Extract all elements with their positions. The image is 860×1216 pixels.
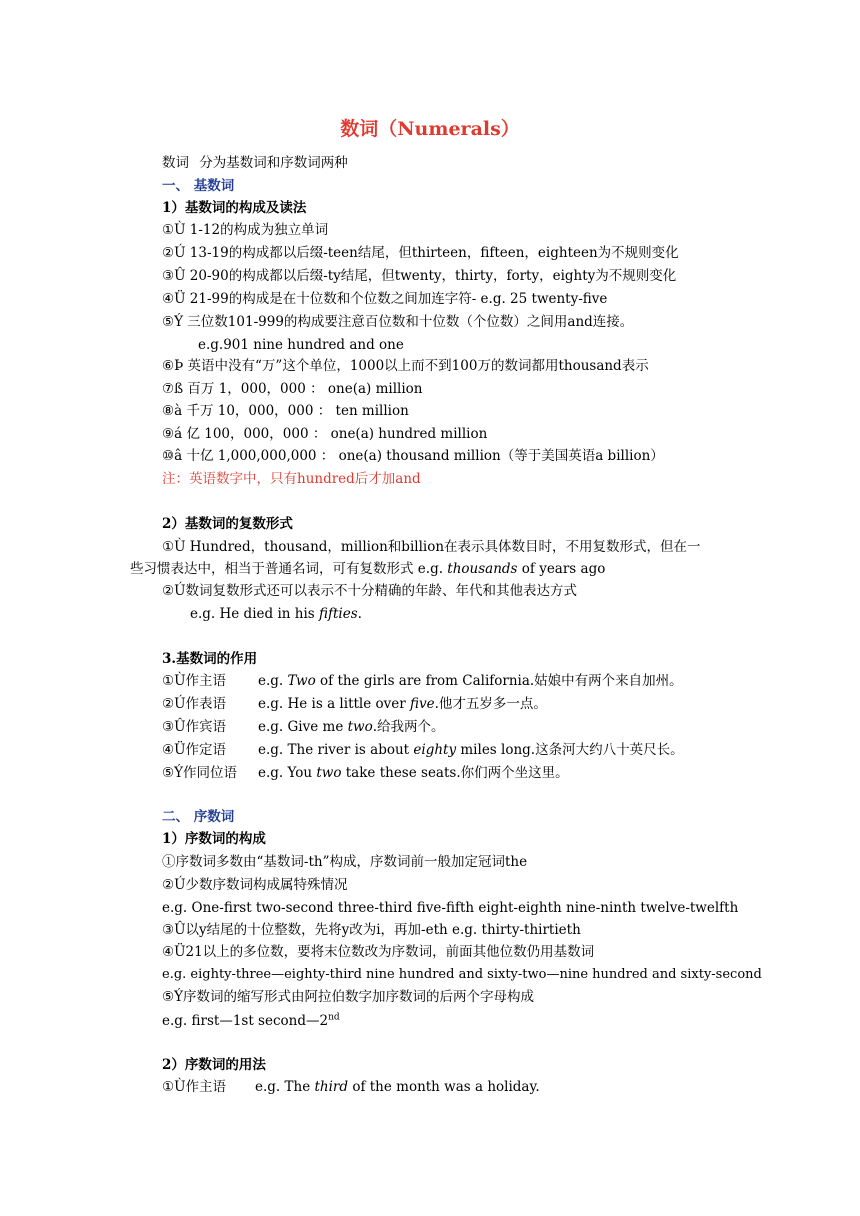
text-run: take these seats.你们两个坐这里。: [341, 765, 569, 781]
usage-row: [162, 718, 445, 736]
emphasis: five: [410, 696, 435, 712]
list-item: ⑨á 亿 100，000，000 ： one(a) hundred million: [162, 426, 488, 442]
subsection-heading-formation: 1）基数词的构成及读法: [162, 200, 307, 216]
emphasis: fifties: [318, 606, 358, 622]
text-run: .: [357, 606, 362, 622]
text-run: of the month was a holiday.: [348, 1079, 540, 1095]
text-run: e.g. The: [255, 1079, 315, 1095]
text-run: e.g. He is a little over: [258, 696, 411, 712]
usage-label: ⑤Ý作同位语: [162, 765, 238, 781]
list-item: ①序数词多数由“基数词-th”构成，序数词前一般加定冠词the: [162, 854, 528, 870]
subsection-heading-ordinal-usage: 2）序数词的用法: [162, 1057, 266, 1073]
example-line: e.g. eighty-three—eighty-third nine hundred and sixty-two—nine hundred and sixty-second: [162, 967, 762, 982]
usage-label: ④Ü作定语: [162, 742, 226, 758]
emphasis: Two: [287, 673, 316, 689]
emphasis: thousands: [447, 561, 518, 577]
emphasis: two: [316, 765, 342, 781]
example-line: e.g.901 nine hundred and one: [198, 337, 404, 353]
usage-label: ①Ù作主语: [162, 673, 226, 689]
subsection-heading-function: 3.基数词的作用: [162, 651, 258, 667]
text-run: e.g. He died in his: [190, 606, 319, 622]
text-run: e.g.: [258, 673, 288, 689]
list-item: ④Ü21以上的多位数，要将末位数改为序数词，前面其他位数仍用基数词: [162, 944, 595, 960]
intro-line: 数词 分为基数词和序数词两种: [162, 155, 348, 171]
example-line: e.g. One-first two-second three-third five-fifth eight-eighth nine-ninth twelve-twelfth: [162, 900, 739, 916]
section-heading-cardinal: 一、 基数词: [162, 178, 235, 194]
list-item: ②Ú 13-19的构成都以后缀-teen结尾，但thirteen，fifteen，eighteen为不规则变化: [162, 245, 679, 261]
emphasis: two: [347, 719, 373, 735]
usage-row: [162, 764, 569, 782]
list-item: ④Ü 21-99的构成是在十位数和个位数之间加连字符- e.g. 25 twenty-five: [162, 291, 608, 307]
text-run: e.g. first—1st second—2: [162, 1013, 329, 1029]
text-run: e.g. You: [258, 765, 317, 781]
list-item: ⑤Ý序数词的缩写形式由阿拉伯数字加序数词的后两个字母构成: [162, 989, 535, 1005]
usage-row: [162, 672, 683, 690]
usage-label: ②Ú作表语: [162, 696, 226, 712]
text-run: of the girls are from California.姑娘中有两个来自加州。: [315, 673, 683, 689]
list-item: ⑥Þ 英语中没有“万”这个单位，1000以上而不到100万的数词都用thousand表示: [162, 358, 649, 374]
text-run: e.g. The river is about: [258, 742, 414, 758]
list-item: ③Û 20-90的构成都以后缀-ty结尾，但twenty，thirty，forty，eighty为不规则变化: [162, 268, 677, 284]
text-run: 些习惯表达中，相当于普通名词，可有复数形式 e.g.: [130, 561, 448, 577]
text-run: of years ago: [517, 561, 606, 577]
paragraph-line: [130, 560, 605, 578]
list-item: ①Ù 1-12的构成为独立单词: [162, 222, 329, 238]
superscript: nd: [328, 1012, 340, 1023]
list-item: ⑩â 十亿 1,000,000,000 ： one(a) thousand million（等于美国英语a billion）: [162, 448, 664, 464]
emphasis: eighty: [413, 742, 457, 758]
example-line: [190, 605, 362, 623]
usage-row: [162, 695, 547, 713]
section-heading-ordinal: 二、 序数词: [162, 809, 235, 825]
text-run: .给我两个。: [372, 719, 445, 735]
note-line: 注：英语数字中，只有hundred后才加and: [162, 471, 421, 487]
list-item: ⑧à 千万 10，000，000 ： ten million: [162, 403, 409, 419]
text-run: miles long.这条河大约八十英尺长。: [456, 742, 684, 758]
list-item: ③Û以y结尾的十位整数，先将y改为i，再加-eth e.g. thirty-thirtieth: [162, 922, 581, 938]
list-item: ②Ú少数序数词构成属特殊情况: [162, 877, 348, 893]
paragraph-line: ②Ú数词复数形式还可以表示不十分精确的年龄、年代和其他表达方式: [162, 583, 577, 599]
list-item: ⑤Ý 三位数101-999的构成要注意百位数和十位数（个位数）之间用and连接。: [162, 314, 634, 330]
usage-label: ①Ù作主语: [162, 1079, 226, 1095]
text-run: .他才五岁多一点。: [434, 696, 547, 712]
text-run: e.g. Give me: [258, 719, 348, 735]
subsection-heading-plural: 2）基数词的复数形式: [162, 516, 293, 532]
usage-row: [162, 1078, 540, 1096]
usage-label: ③Û作宾语: [162, 719, 226, 735]
example-line: [162, 1012, 340, 1030]
paragraph-line: ①Ù Hundred，thousand，million和billion在表示具体数目时，不用复数形式，但在一: [162, 539, 701, 555]
list-item: ⑦ß 百万 1，000，000 ： one(a) million: [162, 381, 423, 397]
emphasis: third: [314, 1079, 349, 1095]
subsection-heading-ordinal-formation: 1）序数词的构成: [162, 831, 266, 847]
usage-row: [162, 741, 684, 759]
page-title: 数词（Numerals）: [340, 118, 520, 140]
